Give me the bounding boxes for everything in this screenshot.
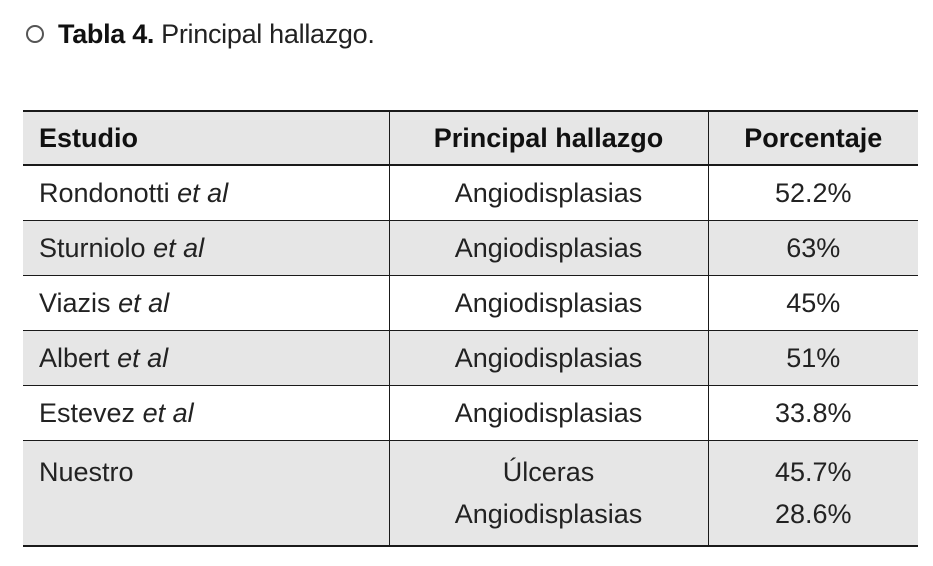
study-cell xyxy=(23,165,389,221)
circle-bullet-icon xyxy=(26,25,44,43)
caption-text: Principal hallazgo. xyxy=(161,18,375,49)
study-cell xyxy=(23,276,389,331)
study-name: Viazis xyxy=(39,287,111,318)
finding-line: Úlceras xyxy=(502,457,595,487)
header-finding: Principal hallazgo xyxy=(389,111,708,165)
study-name: Albert xyxy=(39,342,110,373)
percentage-line: 45.7% xyxy=(774,457,852,487)
finding-cell: Angiodisplasias xyxy=(389,386,708,441)
finding-cell: Angiodisplasias xyxy=(389,331,708,386)
study-cell xyxy=(23,331,389,386)
percentage-cell: 45% xyxy=(708,276,918,331)
finding-cell xyxy=(389,441,708,547)
caption-label: Tabla 4. xyxy=(58,18,155,49)
finding-cell: Angiodisplasias xyxy=(389,221,708,276)
header-study: Estudio xyxy=(39,122,138,153)
percentage-cell: 63% xyxy=(708,221,918,276)
table-row xyxy=(23,331,918,386)
table-row xyxy=(23,165,918,221)
table-row xyxy=(23,276,918,331)
study-cell xyxy=(23,221,389,276)
study-cell xyxy=(23,441,389,547)
study-etal: et al xyxy=(118,287,170,318)
finding-cell: Angiodisplasias xyxy=(389,276,708,331)
study-etal: et al xyxy=(153,232,205,263)
study-name: Rondonotti xyxy=(39,177,170,208)
study-name: Nuestro xyxy=(39,457,134,487)
findings-table xyxy=(23,110,918,547)
study-cell xyxy=(23,386,389,441)
percentage-cell: 33.8% xyxy=(708,386,918,441)
table-header-row xyxy=(23,111,918,165)
percentage-cell: 51% xyxy=(708,331,918,386)
study-etal: et al xyxy=(117,342,169,373)
percentage-cell xyxy=(708,441,918,547)
study-etal: et al xyxy=(177,177,229,208)
study-etal: et al xyxy=(142,397,194,428)
table-caption xyxy=(26,14,375,54)
study-name: Sturniolo xyxy=(39,232,146,263)
table-row xyxy=(23,441,918,547)
finding-cell: Angiodisplasias xyxy=(389,165,708,221)
percentage-cell: 52.2% xyxy=(708,165,918,221)
table-row xyxy=(23,221,918,276)
study-name: Estevez xyxy=(39,397,136,428)
table-row xyxy=(23,386,918,441)
finding-line: Angiodisplasias xyxy=(454,499,643,529)
header-percentage: Porcentaje xyxy=(708,111,918,165)
percentage-line: 28.6% xyxy=(774,499,852,529)
